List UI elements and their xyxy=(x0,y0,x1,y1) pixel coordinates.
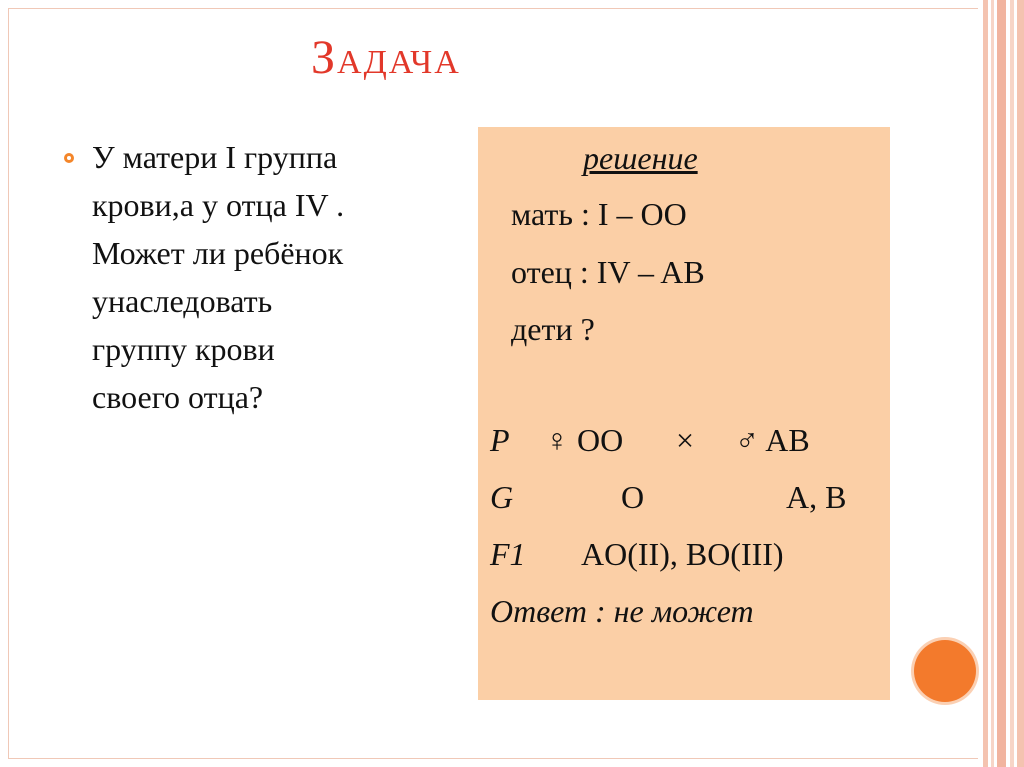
solution-heading: решение xyxy=(583,140,698,176)
problem-line: своего отца? xyxy=(92,379,264,415)
g-male: A, B xyxy=(786,479,847,515)
decor-stripe xyxy=(1010,0,1014,767)
answer: Ответ : не может xyxy=(490,593,754,629)
problem-text xyxy=(92,133,472,421)
cross-symbol: × xyxy=(676,422,695,458)
problem-line: Может ли ребёнок xyxy=(92,235,344,271)
p-male: ♂ AB xyxy=(735,422,810,458)
frame-line xyxy=(8,758,978,759)
g-female: O xyxy=(621,479,645,515)
decor-circle xyxy=(914,640,976,702)
problem-line: группу крови xyxy=(92,331,275,367)
father-genotype: отец : IV – AB xyxy=(511,254,705,290)
slide-title: Задача xyxy=(311,31,461,84)
g-label: G xyxy=(490,479,514,515)
decor-stripe xyxy=(997,0,1006,767)
children-question: дети ? xyxy=(511,311,595,347)
decor-stripe xyxy=(1017,0,1024,767)
p-female: ♀ OO xyxy=(545,422,624,458)
frame-line xyxy=(8,8,978,9)
bullet-circle-icon xyxy=(64,153,74,163)
f1-label: F1 xyxy=(490,536,526,572)
problem-line: унаследовать xyxy=(92,283,273,319)
decor-stripe xyxy=(991,0,994,767)
p-label: P xyxy=(490,422,510,458)
f1-value: AO(II), BO(III) xyxy=(581,536,784,572)
frame-line xyxy=(8,8,9,759)
problem-line: У матери I группа xyxy=(92,139,338,175)
mother-genotype: мать : I – OO xyxy=(511,196,687,232)
problem-line: крови,а у отца IV . xyxy=(92,187,345,223)
decor-stripe xyxy=(983,0,988,767)
